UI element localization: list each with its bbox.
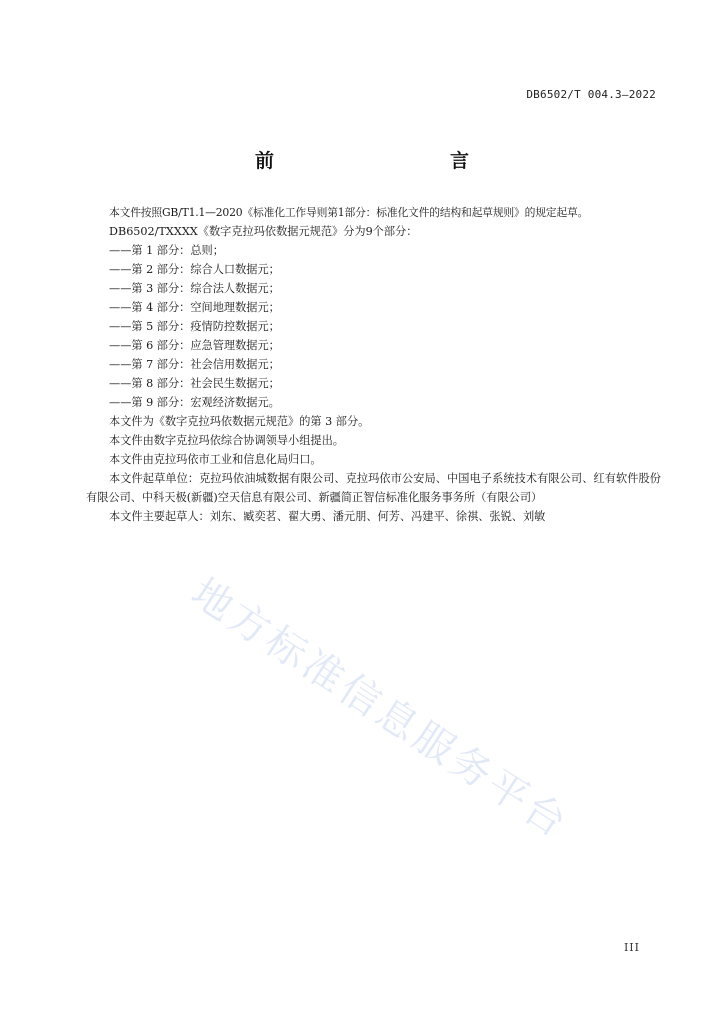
document-code: DB6502/T 004.3—2022 [526, 88, 656, 101]
page-number: III [623, 941, 640, 954]
list-item-part-2: ——第 2 部分：综合人口数据元； [109, 263, 280, 276]
list-item-part-6: ——第 6 部分：应急管理数据元； [109, 339, 280, 352]
paragraph-drafting-rules: 本文件按照GB/T1.1—2020《标准化工作导则第1部分：标准化文件的结构和起草规则》的规定起草。 [109, 206, 589, 219]
foreword-body [86, 203, 661, 526]
list-item-part-3: ——第 3 部分：综合法人数据元； [109, 282, 280, 295]
list-item-part-9: ——第 9 部分：宏观经济数据元。 [109, 396, 280, 409]
paragraph-main-drafters: 本文件主要起草人：刘东、臧奕茗、翟大勇、潘元朋、何芳、冯建平、徐祺、张锐、刘敏 [109, 510, 546, 523]
paragraph-drafting-units: 本文件起草单位：克拉玛依油城数据有限公司、克拉玛依市公安局、中国电子系统技术有限公司、红有软件股份有限公司、中科天极(新疆)空天信息有限公司、新疆简正智信标准化服务事务所（有限公司） [86, 472, 661, 504]
list-item-part-7: ——第 7 部分：社会信用数据元； [109, 358, 280, 371]
list-item-part-5: ——第 5 部分：疫情防控数据元； [109, 320, 280, 333]
paragraph-centralized-by: 本文件由克拉玛依市工业和信息化局归口。 [109, 453, 322, 466]
list-item-part-1: ——第 1 部分：总则； [109, 244, 224, 257]
paragraph-proposed-by: 本文件由数字克拉玛依综合协调领导小组提出。 [109, 434, 344, 447]
paragraph-this-part: 本文件为《数字克拉玛依数据元规范》的第 3 部分。 [109, 415, 370, 428]
watermark: 地方标准信息服务平台 [183, 569, 578, 849]
list-item-part-8: ——第 8 部分：社会民生数据元； [109, 377, 280, 390]
page-title: 前 言 [254, 150, 515, 172]
list-item-part-4: ——第 4 部分：空间地理数据元； [109, 301, 280, 314]
paragraph-parts-intro: DB6502/TXXXX《数字克拉玛依数据元规范》分为9个部分： [109, 225, 418, 238]
